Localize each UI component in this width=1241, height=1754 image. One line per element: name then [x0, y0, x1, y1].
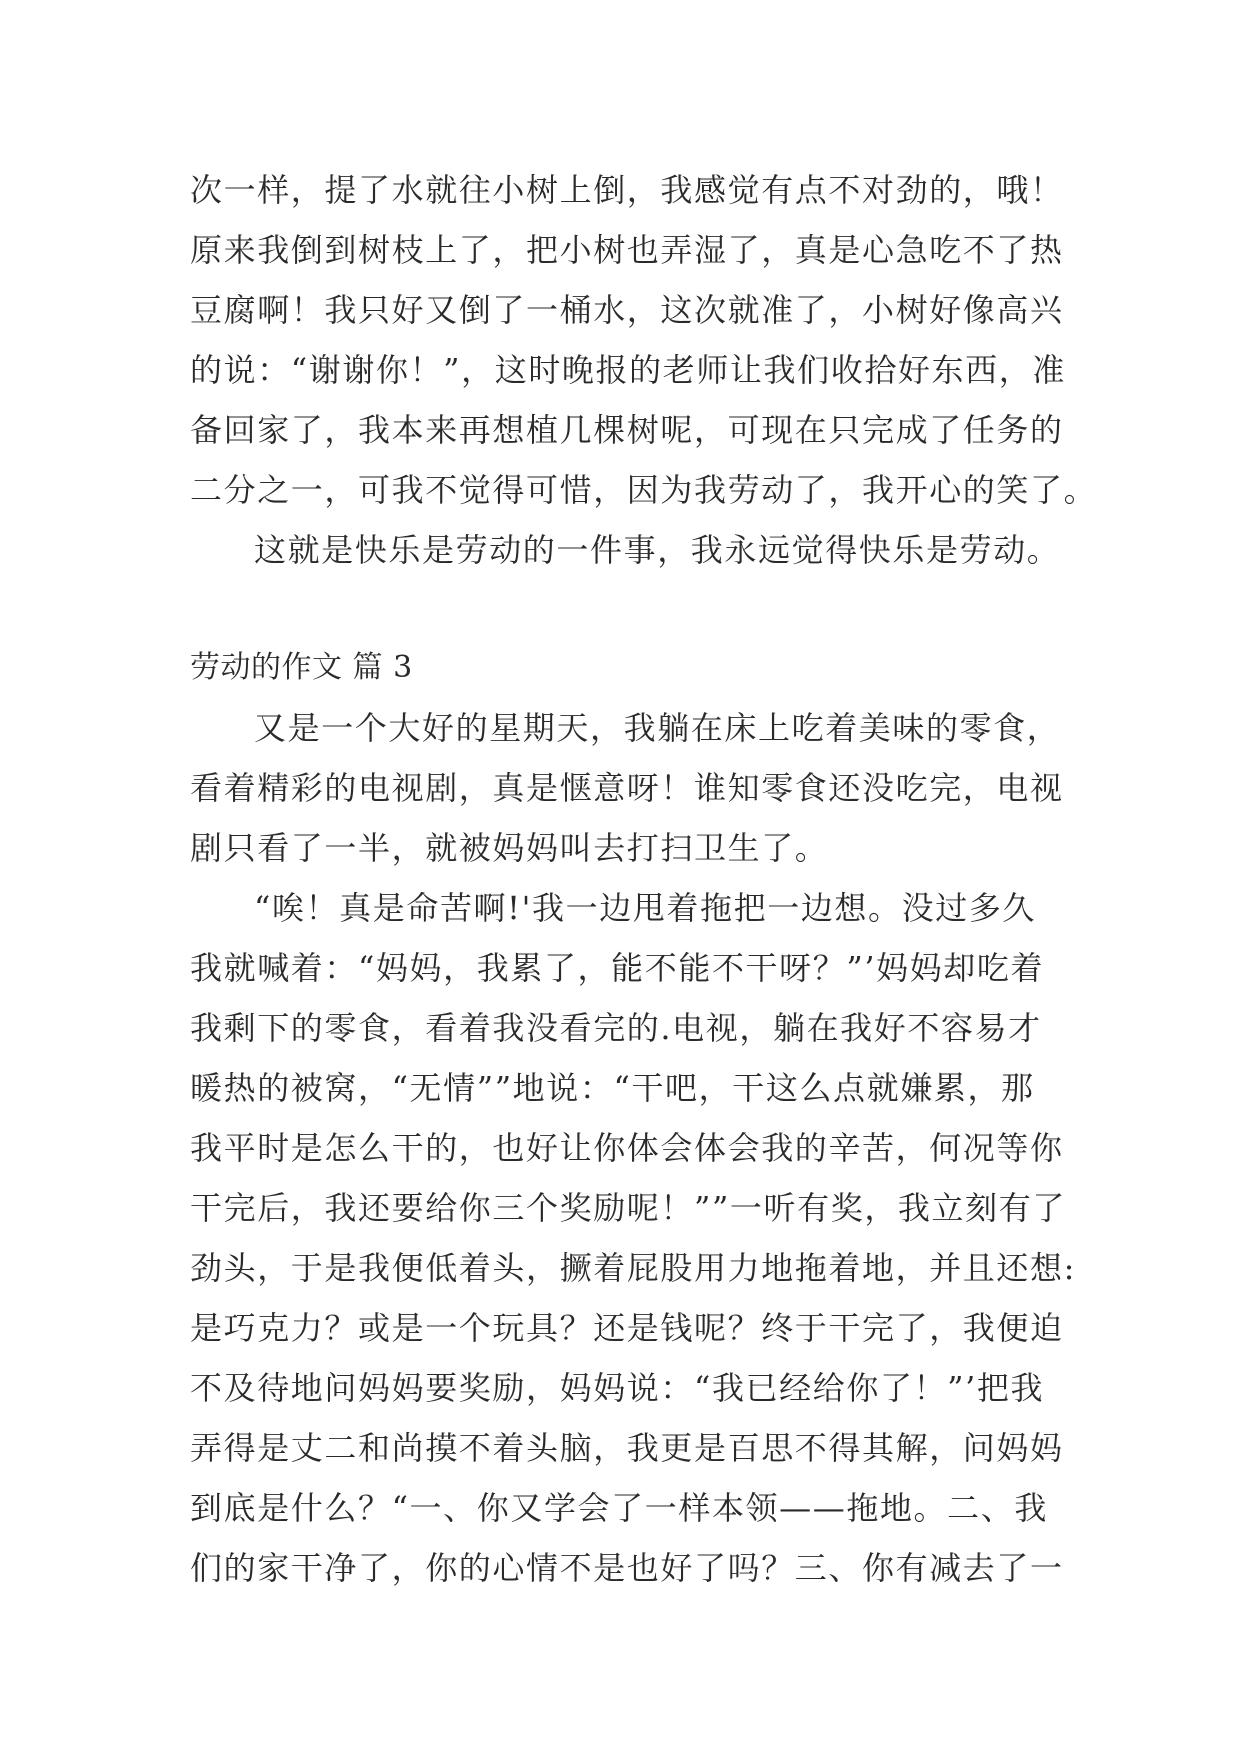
- text-line: 不及待地问妈妈要奖励，妈妈说：“我已经给你了！”’把我: [190, 1369, 1045, 1407]
- text-line: 备回家了，我本来再想植几棵树呢，可现在只完成了任务的: [190, 411, 1064, 449]
- text-line: 的说：“谢谢你！”，这时晚报的老师让我们收拾好东西，准: [190, 351, 1066, 389]
- text-line: 二分之一，可我不觉得可惜，因为我劳动了，我开心的笑了。: [190, 471, 1098, 509]
- text-line: “唉！真是命苦啊!'我一边甩着拖把一边想。没过多久: [254, 889, 1037, 927]
- text-line: 原来我倒到树枝上了，把小树也弄湿了，真是心急吃不了热: [190, 231, 1064, 269]
- text-line: 次一样，提了水就往小树上倒，我感觉有点不对劲的，哦！: [190, 171, 1064, 209]
- text-line: 劲头，于是我便低着头，撅着屁股用力地拖着地，并且还想:: [190, 1249, 1076, 1287]
- closing-paragraph: 这就是快乐是劳动的一件事，我永远觉得快乐是劳动。: [254, 531, 1061, 569]
- text-line: 暖热的被窝，“无情””地说：“干吧，干这么点就嫌累，那: [190, 1069, 1035, 1107]
- text-line: 看着精彩的电视剧，真是惬意呀！谁知零食还没吃完，电视: [190, 769, 1064, 807]
- text-line: 我就喊着：“妈妈，我累了，能不能不干呀？”’妈妈却吃着: [190, 949, 1045, 987]
- paragraph-1: [190, 698, 1070, 878]
- text-line: 弄得是丈二和尚摸不着头脑，我更是百思不得其解，问妈妈: [190, 1429, 1064, 1467]
- text-line: 干完后，我还要给你三个奖励呢！””一听有奖，我立刻有了: [190, 1189, 1066, 1227]
- text-line: 到底是什么？“一、你又学会了一样本领——拖地。二、我: [190, 1489, 1048, 1527]
- section-title: 劳动的作文 篇 3: [190, 650, 413, 685]
- paragraph-2: [190, 878, 1076, 1598]
- paragraph-continued: [190, 160, 1098, 520]
- text-line: 是巧克力？或是一个玩具？还是钱呢？终于干完了，我便迫: [190, 1309, 1064, 1347]
- text-line: 剧只看了一半，就被妈妈叫去打扫卫生了。: [190, 829, 829, 867]
- section-spacer: [190, 580, 1070, 638]
- text-line: 我剩下的零食，看着我没看完的.电视，躺在我好不容易才: [190, 1009, 1042, 1047]
- text-line: 们的家干净了，你的心情不是也好了吗？三、你有减去了一: [190, 1549, 1064, 1587]
- document-page: [190, 160, 1098, 1598]
- text-line: 我平时是怎么干的，也好让你体会体会我的辛苦，何况等你: [190, 1129, 1064, 1167]
- text-line: 豆腐啊！我只好又倒了一桶水，这次就准了，小树好像高兴: [190, 291, 1064, 329]
- text-line: 又是一个大好的星期天，我躺在床上吃着美味的零食，: [254, 709, 1061, 747]
